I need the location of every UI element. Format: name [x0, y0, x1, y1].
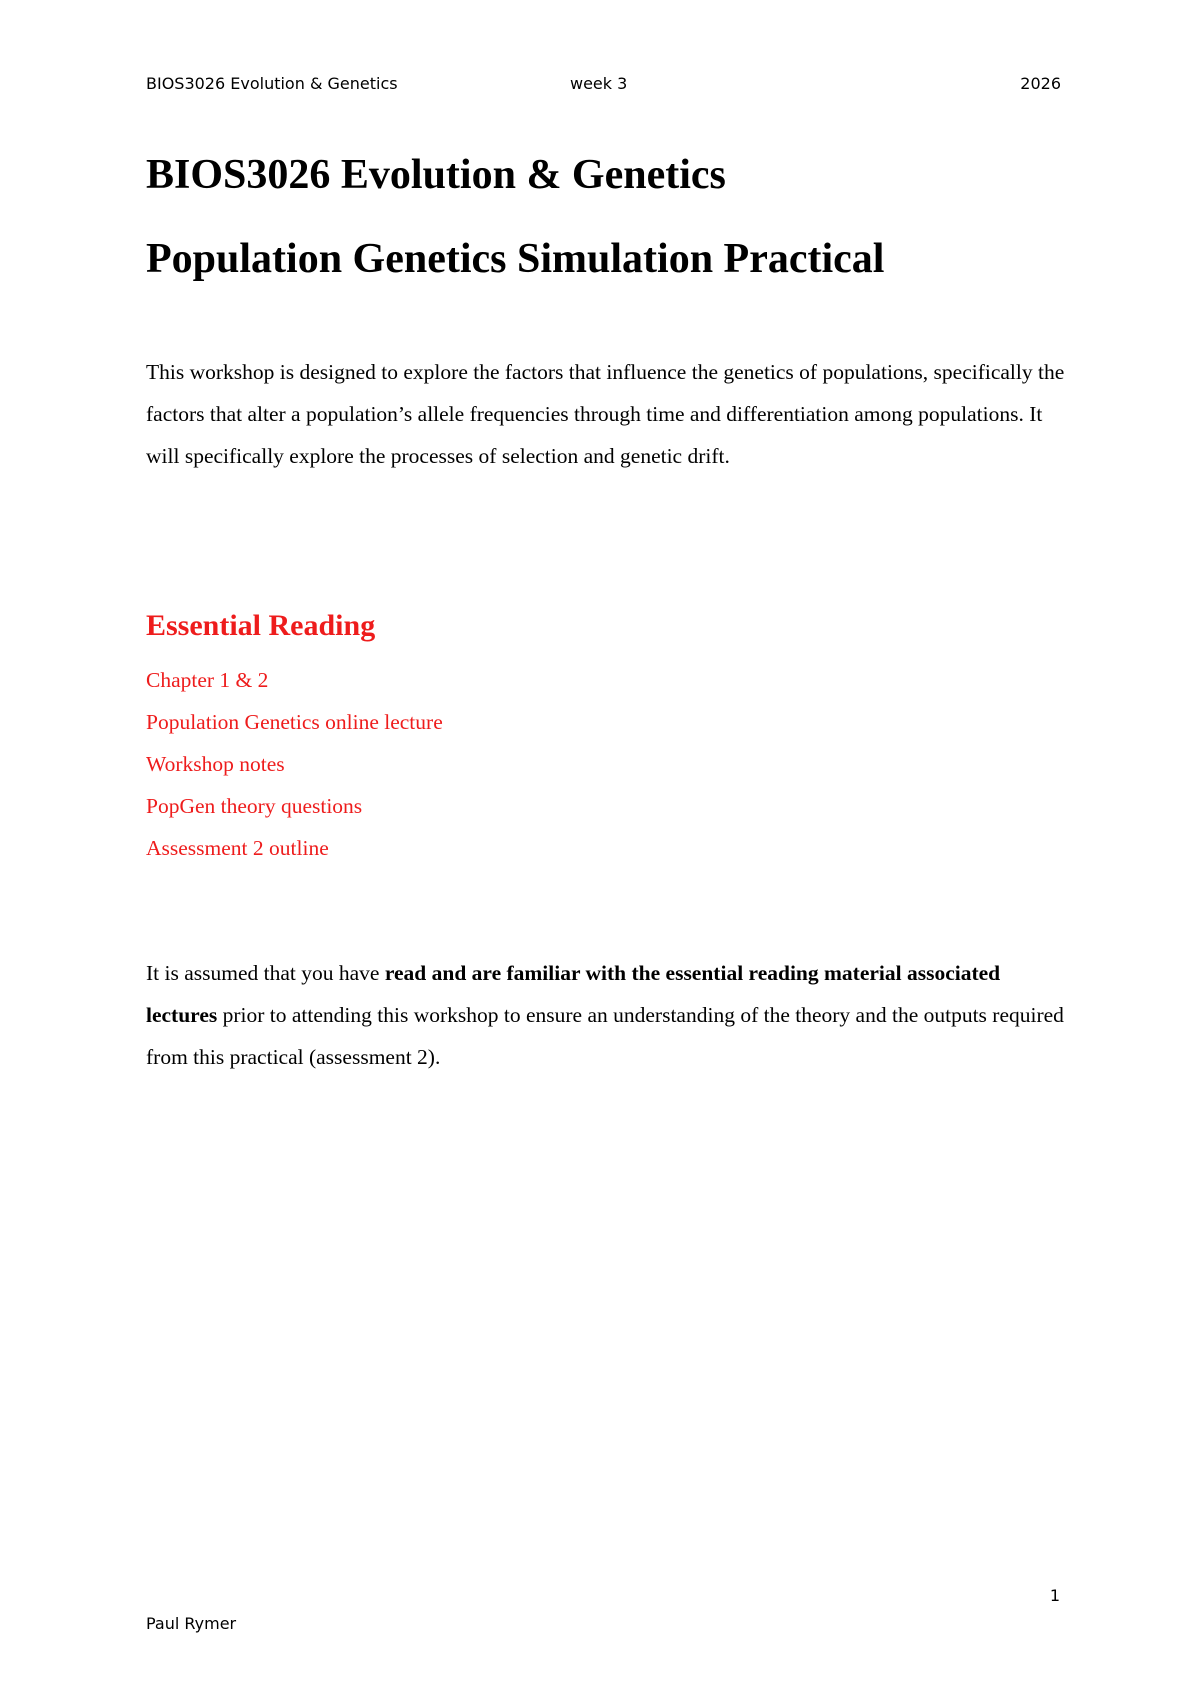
intro-paragraph: This workshop is designed to explore the factors that influence the genetics of populations, specifically the factors that alter a population’s allele frequencies through time and differentiation among populations. It will specifically explore the processes of selection and genetic drift. — [146, 360, 1065, 468]
reading-item: Chapter 1 & 2 — [146, 668, 269, 692]
header-course: BIOS3026 Evolution & Genetics — [146, 74, 398, 93]
reading-item: Workshop notes — [146, 752, 285, 776]
document-title: BIOS3026 Evolution & Genetics — [146, 152, 726, 198]
header-year: 2026 — [1020, 74, 1061, 93]
reading-item: Population Genetics online lecture — [146, 710, 443, 734]
footer-author: Paul Rymer — [146, 1614, 237, 1633]
essential-reading-heading: Essential Reading — [146, 609, 376, 642]
page-number: 1 — [1049, 1586, 1060, 1605]
assumption-paragraph — [146, 952, 1066, 1078]
document-subtitle: Population Genetics Simulation Practical — [146, 236, 885, 282]
note-suffix: prior to attending this workshop to ensure an understanding of the theory and the outputs required from this practical (assessment 2). — [146, 1003, 1064, 1069]
header-week: week 3 — [570, 74, 628, 93]
reading-item: Assessment 2 outline — [146, 836, 329, 860]
reading-item: PopGen theory questions — [146, 794, 363, 818]
note-emphasis: read and are familiar with the essential reading material associated lectures — [146, 961, 1001, 1027]
note-prefix: It is assumed that you have — [146, 961, 385, 985]
essential-reading-list — [146, 659, 443, 869]
